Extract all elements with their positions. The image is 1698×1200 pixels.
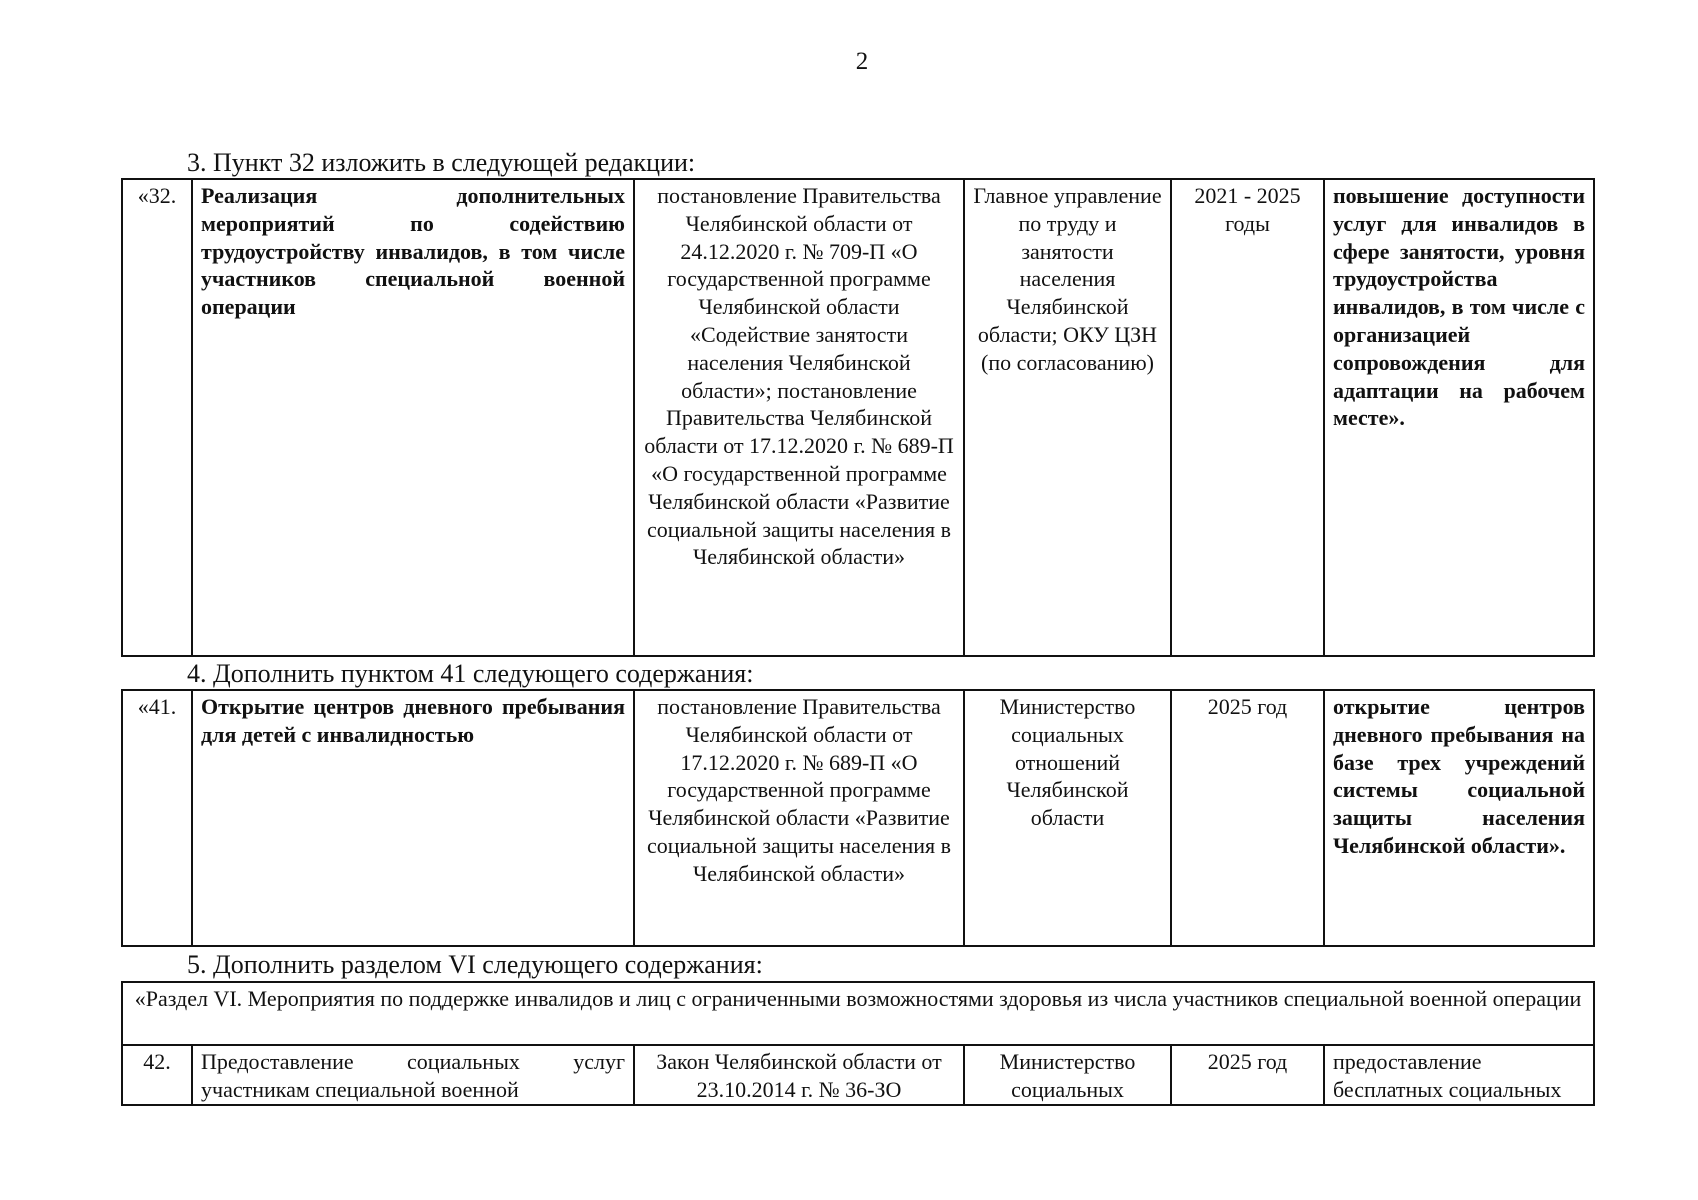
table-row-32 xyxy=(121,178,1595,657)
row-42-result: предоставление бесплатных социальных xyxy=(1324,1045,1594,1105)
row-41-activity: Открытие центров дневного пребывания для детей с инвалидностью xyxy=(192,690,634,946)
row-42-number: 42. xyxy=(122,1045,192,1105)
page-number: 2 xyxy=(855,48,869,75)
row-32-result: повышение доступности услуг для инвалидов в сфере занятости, уровня трудоустройства инвалидов, в том числе с организацией сопровождения для адаптации на рабочем месте». xyxy=(1324,179,1594,656)
row-32-number: «32. xyxy=(122,179,192,656)
row-42-period: 2025 год xyxy=(1171,1045,1324,1105)
row-41-executor: Министерство социальных отношений Челябинской области xyxy=(964,690,1171,946)
section-6-title: «Раздел VI. Мероприятия по поддержке инвалидов и лиц с ограниченными возможностями здоровья из числа участников специальной военной операции xyxy=(122,982,1594,1045)
row-41-result: открытие центров дневного пребывания на базе трех учреждений системы социальной защиты населения Челябинской области». xyxy=(1324,690,1594,946)
row-41-document: постановление Правительства Челябинской области от 17.12.2020 г. № 689-П «О государственной программе Челябинской области «Развитие социальной защиты населения в Челябинской области» xyxy=(634,690,964,946)
heading-item-3: 3. Пункт 32 изложить в следующей редакции: xyxy=(187,148,696,177)
table-section-6 xyxy=(121,981,1595,1106)
row-32-period: 2021 - 2025 годы xyxy=(1171,179,1324,656)
heading-item-5: 5. Дополнить разделом VI следующего содержания: xyxy=(187,950,763,979)
heading-item-4: 4. Дополнить пунктом 41 следующего содержания: xyxy=(187,659,754,688)
row-42-executor: Министерство социальных xyxy=(964,1045,1171,1105)
row-41-number: «41. xyxy=(122,690,192,946)
row-32-document: постановление Правительства Челябинской области от 24.12.2020 г. № 709-П «О государственной программе Челябинской области «Содействие занятости населения Челябинской области»; постановление Правительства Челябинской области от 17.12.2020 г. № 689-П «О государственной программе Челябинской области «Развитие социальной защиты населения в Челябинской области» xyxy=(634,179,964,656)
row-42-activity: Предоставление социальных услуг участникам специальной военной xyxy=(192,1045,634,1105)
row-41-period: 2025 год xyxy=(1171,690,1324,946)
row-42-document: Закон Челябинской области от 23.10.2014 г. № 36-ЗО xyxy=(634,1045,964,1105)
row-32-executor: Главное управление по труду и занятости населения Челябинской области; ОКУ ЦЗН (по согласованию) xyxy=(964,179,1171,656)
row-32-activity: Реализация дополнительных мероприятий по содействию трудоустройству инвалидов, в том числе участников специальной военной операции xyxy=(192,179,634,656)
table-row-41 xyxy=(121,689,1595,947)
